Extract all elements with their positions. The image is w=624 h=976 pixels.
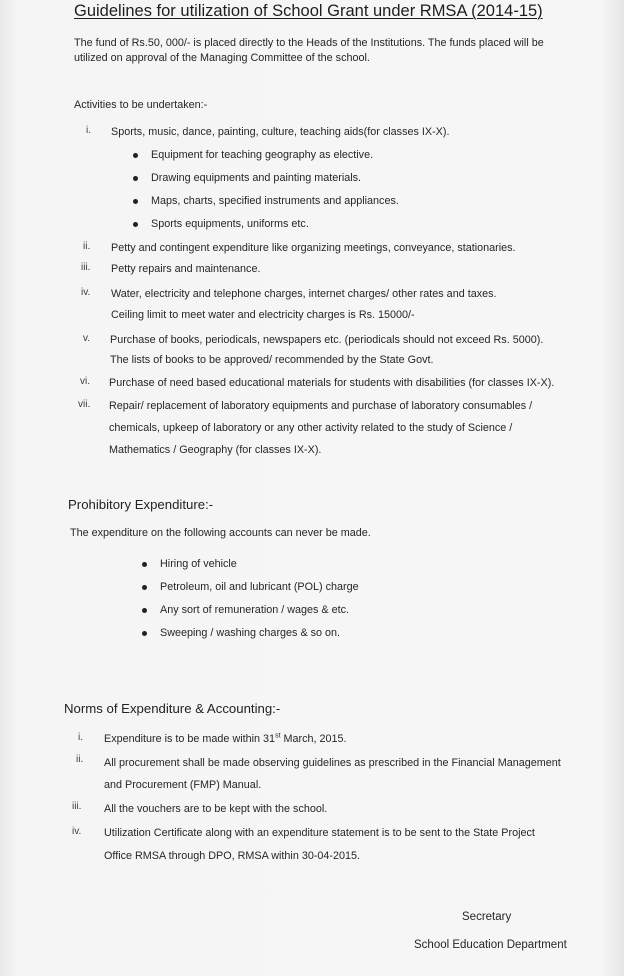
activity-text: The lists of books to be approved/ recommended by the State Govt. [110,354,434,366]
activity-text: Sports, music, dance, painting, culture, teaching aids(for classes IX-X). [111,126,450,138]
prohibitory-intro: The expenditure on the following accounts can never be made. [70,527,371,539]
activity-text: Mathematics / Geography (for classes IX-X). [109,444,322,456]
norms-text: Expenditure is to be made within 31st March, 2015. [104,732,347,745]
activity-number: vii. [78,399,91,410]
prohibitory-item: Hiring of vehicle [160,558,237,570]
activity-text: Petty repairs and maintenance. [111,263,261,275]
activity-text: Purchase of need based educational materials for students with disabilities (for classes IX-X). [109,377,555,389]
prohibitory-item: Any sort of remuneration / wages & etc. [160,604,350,616]
activity-text: Petty and contingent expenditure like organizing meetings, conveyance, stationaries. [111,242,516,254]
activity-number: iii. [81,262,91,273]
norms-number: iii. [72,801,82,812]
sub-bullet-text: Drawing equipments and painting materials. [151,172,362,184]
norms-number: i. [78,732,83,743]
activity-number: i. [86,125,91,136]
activity-text: Ceiling limit to meet water and electricity charges is Rs. 15000/- [111,309,415,321]
bullet-icon [133,199,138,204]
activity-text: Repair/ replacement of laboratory equipments and purchase of laboratory consumables / [109,400,533,412]
bullet-icon [142,585,147,590]
activity-number: iv. [81,287,91,298]
norms-heading: Norms of Expenditure & Accounting:- [64,701,281,716]
activities-heading: Activities to be undertaken:- [74,99,208,111]
activity-text: Water, electricity and telephone charges, internet charges/ other rates and taxes. [111,288,497,300]
activity-text: chemicals, upkeep of laboratory or any other activity related to the study of Science / [109,422,513,434]
activity-number: v. [83,333,91,344]
sub-bullet-text: Equipment for teaching geography as elective. [151,149,374,161]
prohibitory-item: Sweeping / washing charges & so on. [160,627,341,639]
prohibitory-item: Petroleum, oil and lubricant (POL) charge [160,581,359,593]
signature-title: Secretary [462,911,512,923]
bullet-icon [142,631,147,636]
bullet-icon [142,562,147,567]
norms-text: Utilization Certificate along with an expenditure statement is to be sent to the State Project [104,827,535,839]
norms-text: Office RMSA through DPO, RMSA within 30-04-2015. [104,850,361,862]
intro-line-1: The fund of Rs.50, 000/- is placed directly to the Heads of the Institutions. The funds placed will be [74,37,544,49]
activity-text: Purchase of books, periodicals, newspapers etc. (periodicals should not exceed Rs. 5000). [110,334,544,346]
norms-text: All procurement shall be made observing guidelines as prescribed in the Financial Management [104,757,561,769]
norms-text: and Procurement (FMP) Manual. [104,779,262,791]
activity-number: vi. [80,376,90,387]
signature-department: School Education Department [414,939,567,951]
intro-line-2: utilized on approval of the Managing Committee of the school. [74,52,370,64]
bullet-icon [142,608,147,613]
bullet-icon [133,176,138,181]
sub-bullet-text: Maps, charts, specified instruments and appliances. [151,195,399,207]
norms-number: ii. [76,754,84,765]
norms-number: iv. [72,826,82,837]
activity-number: ii. [83,241,91,252]
sub-bullet-text: Sports equipments, uniforms etc. [151,218,309,230]
bullet-icon [133,222,138,227]
bullet-icon [133,153,138,158]
prohibitory-heading: Prohibitory Expenditure:- [68,497,214,512]
norms-text: All the vouchers are to be kept with the school. [104,803,328,815]
document-title: Guidelines for utilization of School Grant under RMSA (2014-15) [74,2,543,20]
